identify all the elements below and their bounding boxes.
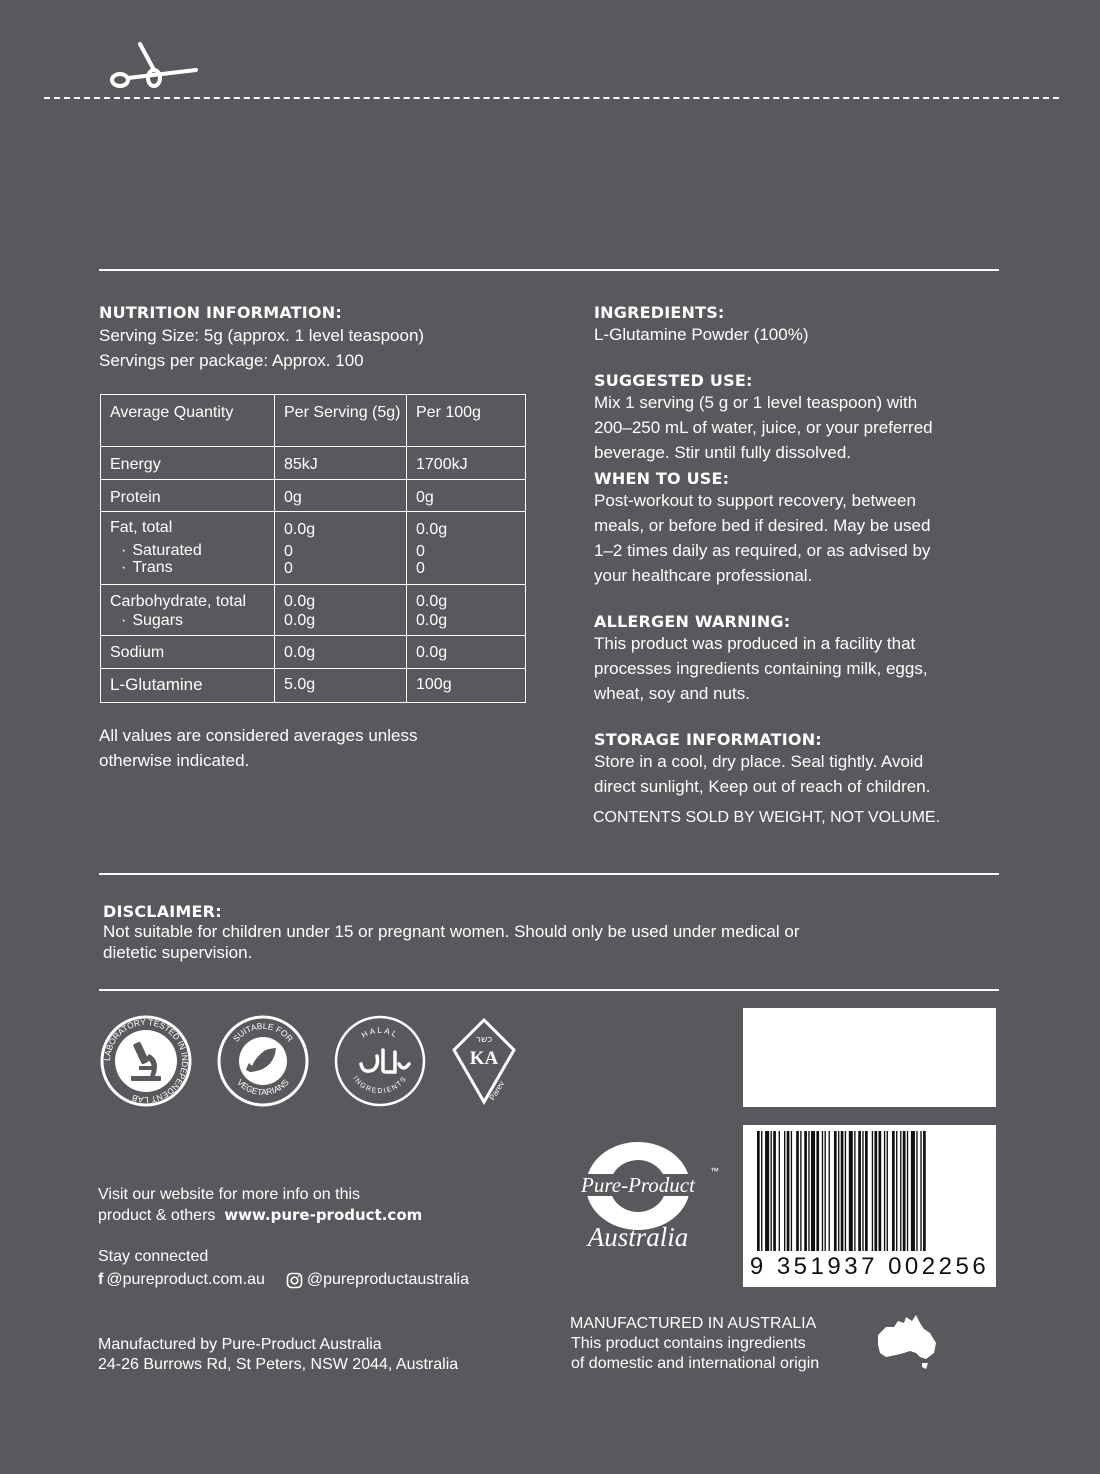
website-line2: product & others	[98, 1207, 216, 1224]
barcode-bar	[892, 1131, 895, 1251]
nutrition-footnote: All values are considered averages unless otherwise indicated.	[99, 726, 418, 770]
barcode-bar	[771, 1131, 772, 1251]
row-value: 0	[416, 560, 425, 577]
row-label: Energy	[101, 447, 275, 480]
nutrition-heading: NUTRITION INFORMATION:	[99, 303, 342, 322]
row-value: 0	[284, 543, 293, 560]
barcode-bar	[896, 1131, 897, 1251]
origin-block	[570, 1314, 819, 1374]
row-value-group	[407, 512, 526, 585]
row-value-group	[275, 585, 407, 636]
manufacturer-block	[98, 1335, 458, 1375]
header-cell: Average Quantity	[101, 395, 275, 447]
row-value: 0	[284, 560, 293, 577]
vegetarian-badge	[216, 1014, 310, 1108]
row-label: L-Glutamine	[101, 669, 275, 703]
row-value: 0g	[275, 480, 407, 512]
divider-top	[99, 269, 999, 271]
barcode-bar	[884, 1131, 885, 1251]
trademark: ™	[710, 1166, 719, 1176]
website-line1: Visit our website for more info on this	[98, 1186, 361, 1203]
nutrition-header-block	[99, 303, 424, 373]
row-value: 0.0g	[416, 593, 448, 610]
row-label: Protein	[101, 480, 275, 512]
row-label: Sodium	[101, 636, 275, 669]
header-cell: Per Serving (5g)	[275, 395, 407, 447]
table-row	[101, 585, 526, 636]
barcode-bars	[751, 1131, 988, 1251]
row-label: Saturated	[132, 542, 202, 559]
suggested-use-heading: SUGGESTED USE:	[594, 371, 753, 390]
row-value: 1700kJ	[407, 447, 526, 480]
header-cell: Per 100g	[407, 395, 526, 447]
right-column	[594, 303, 1004, 827]
row-label: Sugars	[132, 612, 184, 629]
barcode-bar	[838, 1131, 839, 1251]
origin-line3: of domestic and international origin	[571, 1355, 820, 1372]
manufacturer-line1: Manufactured by Pure-Product Australia	[98, 1336, 382, 1353]
storage-line: direct sunlight, Keep out of reach of children.	[594, 777, 931, 796]
disclaimer-line: Not suitable for children under 15 or pregnant women. Should only be used under medical or	[103, 922, 800, 941]
svg-text:HALAL	[360, 1026, 400, 1040]
barcode-bar	[796, 1131, 799, 1251]
barcode-bar	[829, 1131, 830, 1251]
table-header-row	[101, 395, 526, 447]
barcode-bar	[900, 1131, 901, 1251]
serving-size: Serving Size: 5g (approx. 1 level teaspoon)	[99, 326, 425, 345]
barcode-bar	[787, 1131, 790, 1251]
kosher-mark: KA	[469, 1048, 499, 1069]
pure-product-logo	[556, 1134, 726, 1254]
divider-middle	[99, 873, 999, 875]
barcode-bar	[757, 1131, 760, 1251]
barcode-bar	[872, 1131, 873, 1251]
barcode-bar	[779, 1131, 780, 1251]
barcode-bar	[845, 1131, 846, 1251]
table-row	[101, 447, 526, 480]
barcode-bar	[887, 1131, 888, 1251]
row-label-group: Carbohydrate, total · Sugars	[101, 585, 275, 636]
origin-line1: MANUFACTURED IN AUSTRALIA	[570, 1315, 817, 1332]
barcode-bar	[920, 1131, 921, 1251]
row-value: 0.0g	[407, 636, 526, 669]
allergen-heading: ALLERGEN WARNING:	[594, 612, 791, 631]
kosher-badge	[451, 1014, 545, 1108]
cut-line	[44, 97, 1059, 99]
website-link[interactable]: www.pure-product.com	[224, 1206, 423, 1224]
table-row	[101, 669, 526, 703]
lab-badge-text: LABORATORY TESTED IN INDEPENDENT LAB	[101, 1016, 191, 1106]
veg-badge-bottom-text: VEGETARIANS	[235, 1077, 291, 1098]
facebook-icon[interactable]: f	[98, 1271, 104, 1288]
veg-badge-top-text: SUITABLE FOR	[230, 1020, 296, 1044]
table-row	[101, 512, 526, 585]
barcode-bar	[858, 1131, 861, 1251]
barcode-bar	[834, 1131, 837, 1251]
row-value-group	[275, 512, 407, 585]
manufacturer-line2: 24-26 Burrows Rd, St Peters, NSW 2044, Australia	[98, 1356, 459, 1373]
barcode-bar	[816, 1131, 819, 1251]
row-value: 0.0g	[284, 593, 316, 610]
row-label: Carbohydrate, total	[110, 593, 247, 610]
allergen-line: processes ingredients containing milk, eggs,	[594, 659, 928, 678]
row-value: 0g	[407, 480, 526, 512]
divider-bottom	[99, 989, 999, 991]
when-to-use-line: meals, or before bed if desired. May be used	[594, 516, 931, 535]
contents-note: CONTENTS SOLD BY WEIGHT, NOT VOLUME.	[593, 809, 941, 826]
row-value: 0.0g	[284, 521, 316, 538]
barcode-bar	[761, 1131, 762, 1251]
svg-text:INGREDIENTS	[351, 1075, 409, 1095]
halal-badge-bottom-text: INGREDIENTS	[351, 1075, 409, 1096]
suggested-use-line: 200–250 mL of water, juice, or your preferred	[594, 418, 933, 437]
when-to-use-line: your healthcare professional.	[594, 566, 813, 585]
barcode-bar	[765, 1131, 769, 1251]
website-block	[98, 1185, 422, 1226]
barcode-bar	[874, 1131, 877, 1251]
barcode-bar	[911, 1131, 915, 1251]
barcode-number: 9 351937 002256	[749, 1253, 990, 1280]
instagram-handle[interactable]: @pureproductaustralia	[306, 1271, 469, 1288]
servings-per-package: Servings per package: Approx. 100	[99, 351, 364, 370]
nutrition-table	[100, 394, 526, 703]
when-to-use-line: 1–2 times daily as required, or as advised by	[594, 541, 931, 560]
table-row	[101, 480, 526, 512]
stay-connected-label: Stay connected	[98, 1248, 209, 1265]
disclaimer-heading: DISCLAIMER:	[103, 902, 222, 921]
barcode-bar	[907, 1131, 908, 1251]
row-value: 0	[416, 543, 425, 560]
row-value-group	[407, 585, 526, 636]
lab-tested-badge	[99, 1014, 193, 1108]
barcode-bar	[862, 1131, 863, 1251]
facebook-handle[interactable]: @pureproduct.com.au	[106, 1271, 265, 1288]
row-label: Trans	[132, 559, 173, 576]
barcode-bar	[879, 1131, 882, 1251]
barcode	[743, 1125, 996, 1287]
barcode-bar	[808, 1131, 809, 1251]
row-value: 5.0g	[275, 669, 407, 703]
row-label: Fat, total	[110, 519, 173, 536]
barcode-bar	[800, 1131, 801, 1251]
suggested-use-line: Mix 1 serving (5 g or 1 level teaspoon) with	[594, 393, 918, 412]
row-label-group: Fat, total · Saturated · Trans	[101, 512, 275, 585]
barcode-bar	[804, 1131, 807, 1251]
barcode-bar	[903, 1131, 906, 1251]
social-block	[98, 1247, 469, 1290]
barcode-bar	[841, 1131, 844, 1251]
barcode-bar	[784, 1131, 785, 1251]
row-value: 0.0g	[416, 612, 448, 629]
halal-badge-top-text: HALAL	[360, 1025, 401, 1040]
barcode-bar	[865, 1131, 868, 1251]
allergen-line: wheat, soy and nuts.	[594, 684, 750, 703]
row-value: 0.0g	[284, 612, 316, 629]
barcode-bar	[822, 1131, 823, 1251]
scissors-icon	[108, 40, 200, 102]
blank-label-box	[743, 1008, 996, 1107]
barcode-bar	[849, 1131, 853, 1251]
disclaimer-block	[103, 902, 983, 963]
barcode-bar	[825, 1131, 826, 1251]
ingredients-text: L-Glutamine Powder (100%)	[594, 325, 809, 344]
row-value: 100g	[407, 669, 526, 703]
barcode-bar	[791, 1131, 792, 1251]
allergen-line: This product was produced in a facility that	[594, 634, 916, 653]
disclaimer-line: dietetic supervision.	[103, 943, 253, 962]
ingredients-heading: INGREDIENTS:	[594, 303, 725, 322]
when-to-use-line: Post-workout to support recovery, between	[594, 491, 916, 510]
suggested-use-line: beverage. Stir until fully dissolved.	[594, 443, 852, 462]
brand-country: Australia	[587, 1222, 689, 1252]
kosher-icon	[470, 1035, 506, 1102]
instagram-icon[interactable]	[286, 1272, 303, 1289]
barcode-bar	[923, 1131, 926, 1251]
barcode-bar	[854, 1131, 855, 1251]
when-to-use-heading: WHEN TO USE:	[594, 469, 730, 488]
barcode-bar	[916, 1131, 917, 1251]
barcode-bar	[811, 1131, 815, 1251]
storage-heading: STORAGE INFORMATION:	[594, 730, 822, 749]
storage-line: Store in a cool, dry place. Seal tightly. Avoid	[594, 752, 924, 771]
table-row	[101, 636, 526, 669]
barcode-bar	[773, 1131, 776, 1251]
brand-name: Pure-Product	[581, 1173, 695, 1197]
halal-icon	[361, 1050, 409, 1072]
row-value: 0.0g	[416, 521, 448, 538]
australia-map-icon	[876, 1313, 942, 1369]
kosher-parev: Parev	[487, 1079, 507, 1102]
halal-badge	[333, 1014, 427, 1108]
origin-line2: This product contains ingredients	[571, 1335, 806, 1352]
kosher-hebrew-text: כשר	[475, 1035, 493, 1045]
row-value: 0.0g	[275, 636, 407, 669]
row-value: 85kJ	[275, 447, 407, 480]
